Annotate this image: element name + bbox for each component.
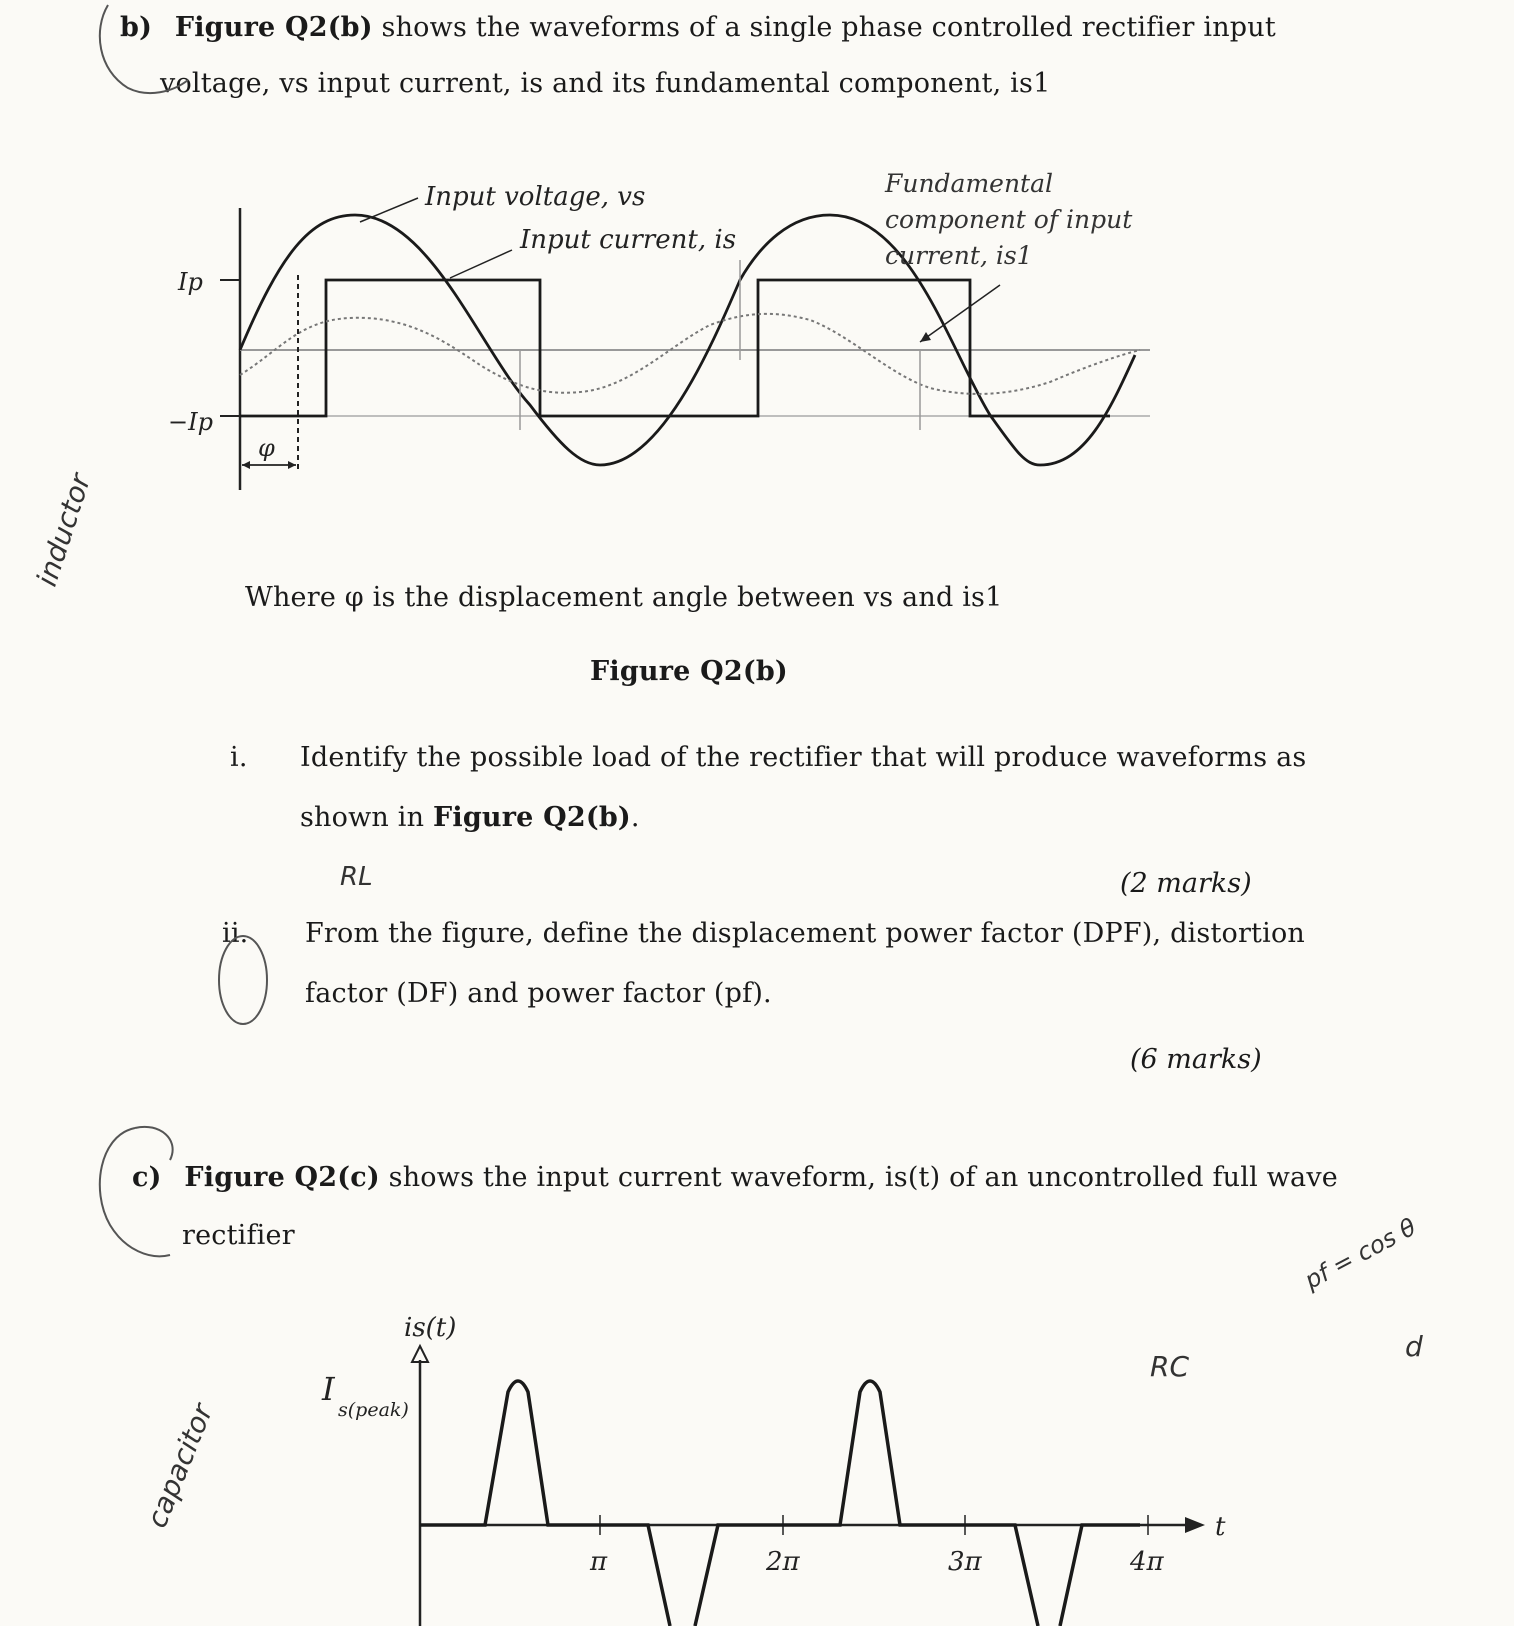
question-i-line-1: Identify the possible load of the rectifier that will produce waveforms as: [300, 742, 1307, 773]
label-ip: Ip: [178, 268, 203, 296]
handwriting-d: d: [1405, 1330, 1423, 1363]
input-current-pulses: [420, 1381, 1140, 1626]
figure-c-peak-sub: s(peak): [338, 1399, 409, 1421]
figure-c-peak-main: I: [322, 1370, 335, 1408]
label-fundamental-3: current, is1: [885, 241, 1033, 270]
q2b-line-1: [120, 12, 1276, 43]
pencil-oval-ii: [210, 930, 280, 1040]
figure-c-tick-2pi: 2π: [766, 1547, 800, 1577]
question-ii-line-2: factor (DF) and power factor (pf).: [305, 978, 772, 1009]
figure-c-tick-4pi: 4π: [1130, 1547, 1164, 1577]
handwriting-capacitor: capacitor: [140, 1399, 220, 1533]
q2b-figure-ref: Figure Q2(b): [174, 12, 373, 43]
handwriting-answer-rl: RL: [340, 862, 373, 892]
question-i-figure-ref: Figure Q2(b): [433, 802, 631, 833]
label-input-voltage: Input voltage, vs: [425, 182, 646, 212]
figure-b-title: Figure Q2(b): [590, 656, 788, 687]
label-phi: φ: [258, 434, 275, 462]
question-ii-number: ii.: [222, 918, 249, 949]
figure-c-tick-3pi: 3π: [948, 1547, 982, 1577]
q2b-line-2: voltage, vs input current, is and its fundamental component, is1: [160, 68, 1051, 99]
q2b-line1-text: shows the waveforms of a single phase controlled rectifier input: [381, 12, 1276, 43]
label-neg-ip: −Ip: [168, 408, 213, 436]
figure-c-ylabel: is(t): [404, 1313, 457, 1343]
figure-q2b: [150, 160, 1200, 520]
figure-c-xlabel: t: [1215, 1512, 1226, 1542]
question-i-marks: (2 marks): [1120, 868, 1252, 899]
q2b-label: b): [120, 12, 153, 43]
question-i-number: i.: [230, 742, 248, 773]
q2c-line-1: [132, 1162, 1338, 1193]
figure-c-y-arrow: [412, 1346, 428, 1362]
q2c-line-2: rectifier: [182, 1220, 295, 1251]
q2c-label: c): [132, 1162, 162, 1193]
question-ii-marks: (6 marks): [1130, 1044, 1262, 1075]
pencil-circle-c: [90, 1120, 190, 1280]
figure-q2c: [300, 1310, 1260, 1626]
figure-b-note: Where φ is the displacement angle between vs and is1: [245, 582, 1003, 613]
label-fundamental-2: component of input: [885, 205, 1133, 234]
figure-c-tick-pi: π: [590, 1547, 608, 1577]
question-i-line-2: shown in Figure Q2(b).: [300, 802, 640, 833]
q2c-line1-text: shows the input current waveform, is(t) of an uncontrolled full wave: [388, 1162, 1338, 1193]
label-fundamental-1: Fundamental: [885, 169, 1054, 198]
figure-c-x-arrow: [1185, 1517, 1205, 1533]
handwriting-pf-cos: pf = cos θ: [1300, 1212, 1421, 1295]
q2c-figure-ref: Figure Q2(c): [184, 1162, 380, 1193]
question-ii-line-1: From the figure, define the displacement power factor (DPF), distortion: [305, 918, 1305, 949]
handwriting-inductor: inductor: [30, 469, 98, 591]
label-input-current: Input current, is: [520, 225, 737, 255]
pencil-circle-b: [88, 0, 198, 110]
handwriting-rc: RC: [1150, 1350, 1190, 1383]
